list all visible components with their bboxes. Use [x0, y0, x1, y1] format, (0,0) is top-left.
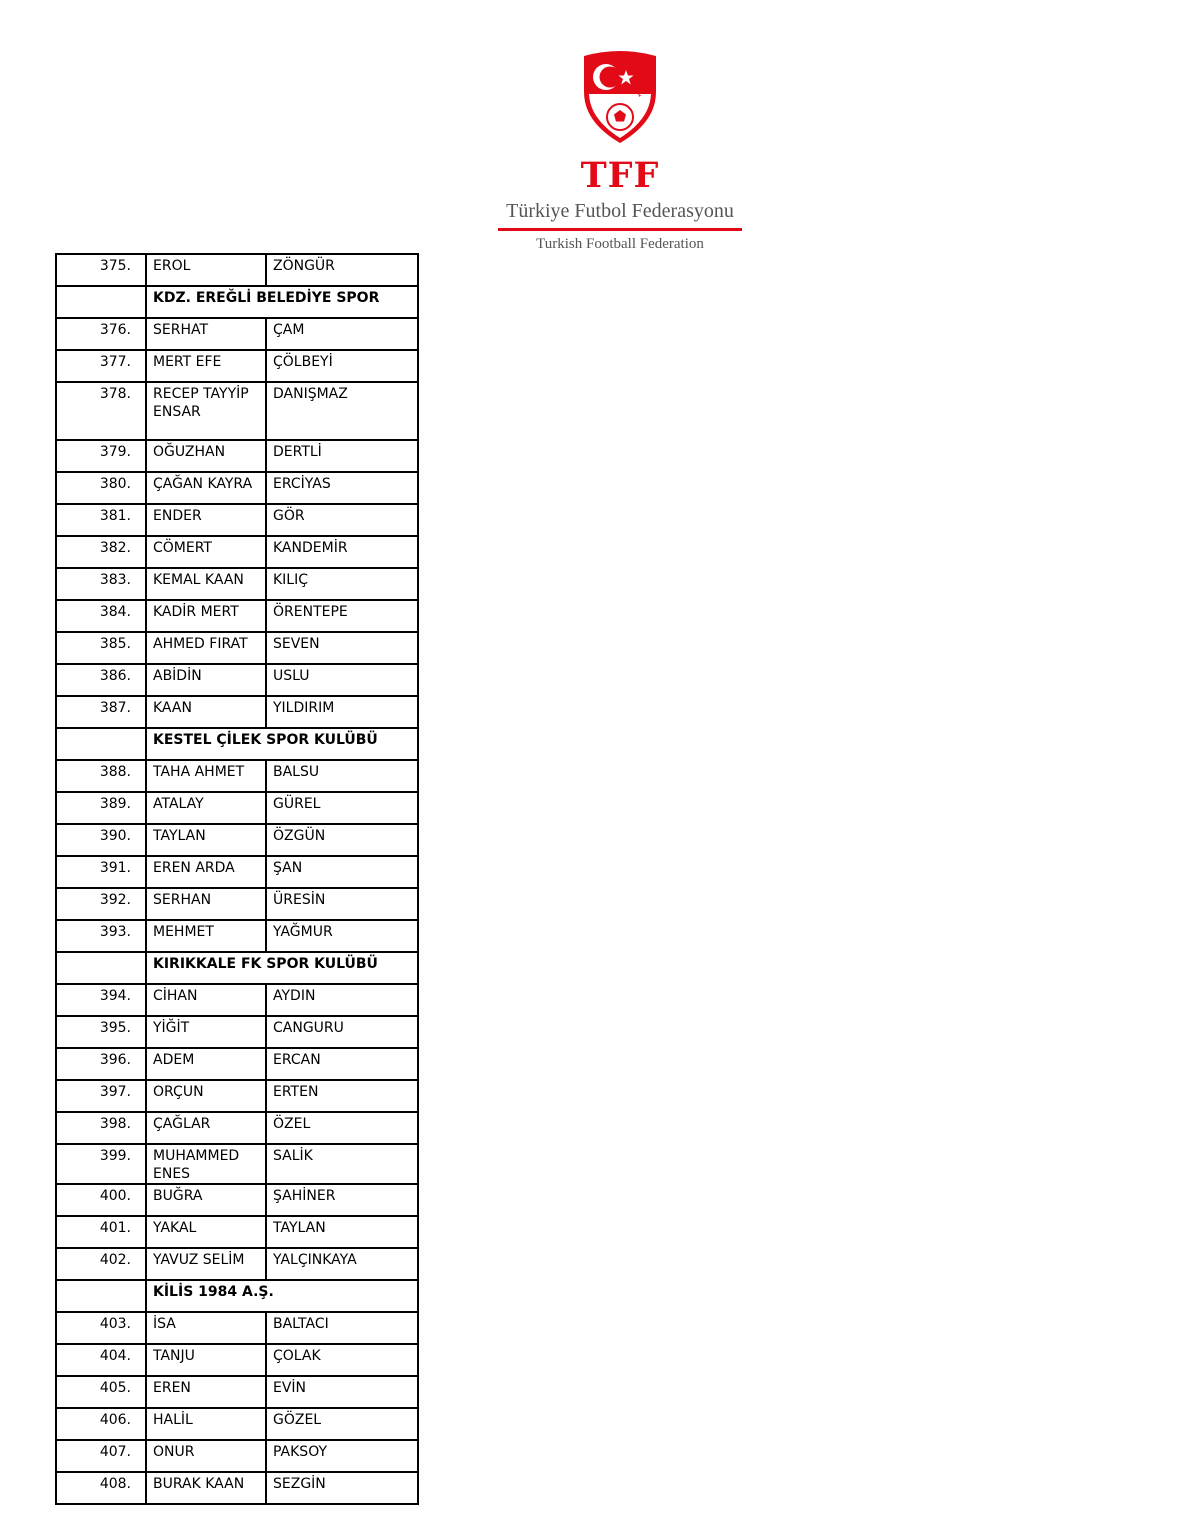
player-row	[56, 696, 418, 728]
player-last-name: ÖZGÜN	[266, 824, 418, 856]
player-first-name: AHMED FIRAT	[146, 632, 266, 664]
player-row	[56, 1472, 418, 1504]
player-row	[56, 1248, 418, 1280]
player-last-name: BALTACI	[266, 1312, 418, 1344]
player-row	[56, 254, 418, 286]
player-first-name: YİĞİT	[146, 1016, 266, 1048]
player-row	[56, 600, 418, 632]
player-last-name: ERCAN	[266, 1048, 418, 1080]
player-last-name: YILDIRIM	[266, 696, 418, 728]
player-number: 389.	[56, 792, 146, 824]
player-row	[56, 1312, 418, 1344]
player-last-name: ÖZEL	[266, 1112, 418, 1144]
player-first-name: MUHAMMED ENES	[146, 1144, 266, 1184]
player-last-name: ERTEN	[266, 1080, 418, 1112]
player-row	[56, 1440, 418, 1472]
player-first-name: KADİR MERT	[146, 600, 266, 632]
player-last-name: TAYLAN	[266, 1216, 418, 1248]
player-row	[56, 920, 418, 952]
player-first-name: BURAK KAAN	[146, 1472, 266, 1504]
player-row	[56, 824, 418, 856]
player-first-name: KAAN	[146, 696, 266, 728]
org-name-tr: Türkiye Futbol Federasyonu	[506, 200, 734, 222]
player-first-name: SERHAN	[146, 888, 266, 920]
player-number: 383.	[56, 568, 146, 600]
player-first-name: ÇAĞLAR	[146, 1112, 266, 1144]
club-empty-cell	[56, 1280, 146, 1312]
player-row	[56, 1048, 418, 1080]
player-last-name: USLU	[266, 664, 418, 696]
player-first-name: ÇAĞAN KAYRA	[146, 472, 266, 504]
player-number: 391.	[56, 856, 146, 888]
player-last-name: YALÇINKAYA	[266, 1248, 418, 1280]
player-row	[56, 1016, 418, 1048]
player-first-name: MEHMET	[146, 920, 266, 952]
player-first-name: BUĞRA	[146, 1184, 266, 1216]
player-row	[56, 664, 418, 696]
player-first-name: EREN	[146, 1376, 266, 1408]
player-number: 404.	[56, 1344, 146, 1376]
player-first-name: TAHA AHMET	[146, 760, 266, 792]
player-number: 397.	[56, 1080, 146, 1112]
club-empty-cell	[56, 728, 146, 760]
club-empty-cell	[56, 286, 146, 318]
player-row	[56, 568, 418, 600]
player-row	[56, 1184, 418, 1216]
player-number: 392.	[56, 888, 146, 920]
player-number: 387.	[56, 696, 146, 728]
player-first-name: SERHAT	[146, 318, 266, 350]
player-number: 375.	[56, 254, 146, 286]
player-last-name: GÖZEL	[266, 1408, 418, 1440]
player-first-name: ATALAY	[146, 792, 266, 824]
player-last-name: ŞAHİNER	[266, 1184, 418, 1216]
player-row	[56, 536, 418, 568]
player-last-name: GÖR	[266, 504, 418, 536]
player-last-name: AYDIN	[266, 984, 418, 1016]
player-number: 381.	[56, 504, 146, 536]
player-first-name: EROL	[146, 254, 266, 286]
player-row	[56, 440, 418, 472]
player-number: 384.	[56, 600, 146, 632]
player-first-name: TANJU	[146, 1344, 266, 1376]
player-row	[56, 504, 418, 536]
player-last-name: KILIÇ	[266, 568, 418, 600]
player-number: 378.	[56, 382, 146, 440]
player-last-name: SALİK	[266, 1144, 418, 1184]
player-last-name: BALSU	[266, 760, 418, 792]
player-number: 402.	[56, 1248, 146, 1280]
player-row	[56, 350, 418, 382]
player-first-name: ABİDİN	[146, 664, 266, 696]
player-number: 396.	[56, 1048, 146, 1080]
player-first-name: ONUR	[146, 1440, 266, 1472]
player-row	[56, 760, 418, 792]
player-number: 382.	[56, 536, 146, 568]
player-first-name: EREN ARDA	[146, 856, 266, 888]
player-last-name: KANDEMİR	[266, 536, 418, 568]
player-number: 376.	[56, 318, 146, 350]
tff-logo	[498, 50, 742, 255]
player-row	[56, 318, 418, 350]
club-name: KİLİS 1984 A.Ş.	[146, 1280, 418, 1312]
player-number: 395.	[56, 1016, 146, 1048]
player-row	[56, 1112, 418, 1144]
club-header-row	[56, 1280, 418, 1312]
player-row	[56, 984, 418, 1016]
player-first-name: ADEM	[146, 1048, 266, 1080]
player-row	[56, 1216, 418, 1248]
player-number: 394.	[56, 984, 146, 1016]
club-name: KESTEL ÇİLEK SPOR KULÜBÜ	[146, 728, 418, 760]
player-row	[56, 1344, 418, 1376]
player-number: 385.	[56, 632, 146, 664]
player-number: 401.	[56, 1216, 146, 1248]
player-row	[56, 1408, 418, 1440]
player-number: 393.	[56, 920, 146, 952]
player-number: 380.	[56, 472, 146, 504]
player-number: 379.	[56, 440, 146, 472]
player-number: 400.	[56, 1184, 146, 1216]
player-first-name: ENDER	[146, 504, 266, 536]
player-first-name: OĞUZHAN	[146, 440, 266, 472]
player-row	[56, 1144, 418, 1184]
org-name-en: Turkish Football Federation	[536, 236, 704, 252]
player-last-name: CANGURU	[266, 1016, 418, 1048]
player-last-name: ÇOLAK	[266, 1344, 418, 1376]
player-last-name: SEVEN	[266, 632, 418, 664]
player-first-name: ORÇUN	[146, 1080, 266, 1112]
player-last-name: PAKSOY	[266, 1440, 418, 1472]
player-number: 388.	[56, 760, 146, 792]
player-row	[56, 1080, 418, 1112]
player-number: 403.	[56, 1312, 146, 1344]
player-row	[56, 382, 418, 440]
player-first-name: CİHAN	[146, 984, 266, 1016]
player-last-name: ÇÖLBEYİ	[266, 350, 418, 382]
player-list-table	[55, 253, 419, 1505]
club-name: KIRIKKALE FK SPOR KULÜBÜ	[146, 952, 418, 984]
player-row	[56, 1376, 418, 1408]
player-last-name: ÖRENTEPE	[266, 600, 418, 632]
club-header-row	[56, 952, 418, 984]
player-last-name: ZÖNGÜR	[266, 254, 418, 286]
player-row	[56, 856, 418, 888]
logo-divider	[498, 228, 742, 231]
player-row	[56, 792, 418, 824]
player-number: 407.	[56, 1440, 146, 1472]
player-last-name: ÇAM	[266, 318, 418, 350]
club-header-row	[56, 728, 418, 760]
tff-crest-icon	[580, 50, 660, 145]
logo-abbreviation: TFF	[580, 155, 660, 196]
player-last-name: SEZGİN	[266, 1472, 418, 1504]
player-first-name: CÖMERT	[146, 536, 266, 568]
player-number: 377.	[56, 350, 146, 382]
player-first-name: MERT EFE	[146, 350, 266, 382]
player-first-name: HALİL	[146, 1408, 266, 1440]
club-name: KDZ. EREĞLİ BELEDİYE SPOR	[146, 286, 418, 318]
player-first-name: YAVUZ SELİM	[146, 1248, 266, 1280]
player-last-name: ŞAN	[266, 856, 418, 888]
player-number: 405.	[56, 1376, 146, 1408]
player-row	[56, 632, 418, 664]
player-last-name: DANIŞMAZ	[266, 382, 418, 440]
player-first-name: TAYLAN	[146, 824, 266, 856]
player-first-name: KEMAL KAAN	[146, 568, 266, 600]
player-last-name: EVİN	[266, 1376, 418, 1408]
player-row	[56, 472, 418, 504]
player-first-name: YAKAL	[146, 1216, 266, 1248]
player-number: 406.	[56, 1408, 146, 1440]
logo-year: 1923	[633, 77, 658, 101]
player-first-name: RECEP TAYYİP ENSAR	[146, 382, 266, 440]
player-number: 390.	[56, 824, 146, 856]
player-first-name: İSA	[146, 1312, 266, 1344]
player-number: 408.	[56, 1472, 146, 1504]
player-last-name: DERTLİ	[266, 440, 418, 472]
player-last-name: ÜRESİN	[266, 888, 418, 920]
player-number: 399.	[56, 1144, 146, 1184]
player-number: 398.	[56, 1112, 146, 1144]
club-empty-cell	[56, 952, 146, 984]
player-last-name: ERCİYAS	[266, 472, 418, 504]
player-number: 386.	[56, 664, 146, 696]
player-last-name: YAĞMUR	[266, 920, 418, 952]
player-row	[56, 888, 418, 920]
club-header-row	[56, 286, 418, 318]
player-last-name: GÜREL	[266, 792, 418, 824]
